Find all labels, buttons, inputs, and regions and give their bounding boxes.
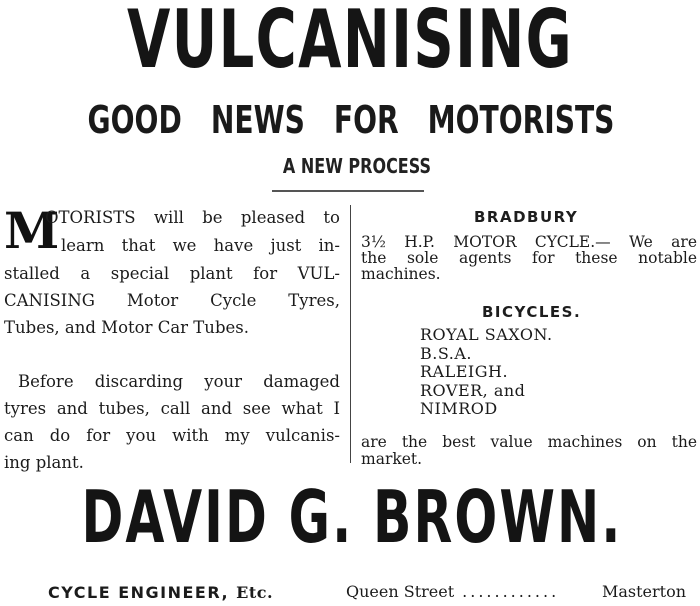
trade-title: CYCLE ENGINEER, xyxy=(48,583,230,602)
paragraph-line: the sole agents for these notable xyxy=(361,249,697,267)
brand-item: NIMROD xyxy=(420,399,498,418)
bradbury-heading: BRADBURY xyxy=(474,208,579,226)
street-name: Queen Street xyxy=(346,582,455,601)
paragraph-line: can do for you with my vulcanis- xyxy=(4,426,340,445)
paragraph-line: tyres and tubes, call and see what I xyxy=(4,399,340,418)
motor-cycle-paragraph xyxy=(361,234,697,282)
brand-item: RALEIGH. xyxy=(420,362,509,381)
tagline-underline xyxy=(272,190,424,192)
paragraph-line: machines. xyxy=(361,265,441,283)
best-value-paragraph xyxy=(361,434,697,468)
trade-etc: Etc. xyxy=(236,583,274,602)
brand-item: ROVER, and xyxy=(420,380,526,400)
paragraph-line: CANISING Motor Cycle Tyres, xyxy=(4,291,340,310)
process-tagline: A NEW PROCESS xyxy=(282,154,432,178)
brand-item: ROYAL SAXON. xyxy=(420,325,553,344)
business-name: DAVID G. BROWN. xyxy=(81,475,623,559)
headline: VULCANISING xyxy=(126,0,574,86)
town-name: Masterton xyxy=(601,582,686,601)
subheadline: GOOD NEWS FOR MOTORISTS xyxy=(87,98,615,142)
column-divider xyxy=(350,205,351,463)
paragraph-line: are the best value machines on the xyxy=(361,433,697,451)
leader-dots: ............ xyxy=(462,582,560,601)
trade-line xyxy=(48,583,273,602)
paragraph-line: market. xyxy=(361,450,423,468)
brand-item: B.S.A. xyxy=(420,343,472,363)
drop-cap: M xyxy=(4,201,60,260)
bicycle-brand-list xyxy=(420,326,553,419)
address-line xyxy=(346,582,686,601)
bicycles-heading: BICYCLES. xyxy=(482,303,582,321)
paragraph-line: ing plant. xyxy=(4,453,84,472)
damaged-tyres-paragraph xyxy=(4,370,340,478)
paragraph-line: Before discarding your damaged xyxy=(18,372,340,391)
paragraph-line: Tubes, and Motor Car Tubes. xyxy=(4,318,249,337)
paragraph-line: OTORISTS will be pleased to xyxy=(45,208,340,227)
paragraph-line: learn that we have just in- xyxy=(61,236,340,255)
paragraph-line: stalled a special plant for VUL- xyxy=(4,264,340,283)
paragraph-line: 3½ H.P. MOTOR CYCLE.— We are xyxy=(361,233,697,251)
vulcanising-paragraph xyxy=(4,262,340,343)
